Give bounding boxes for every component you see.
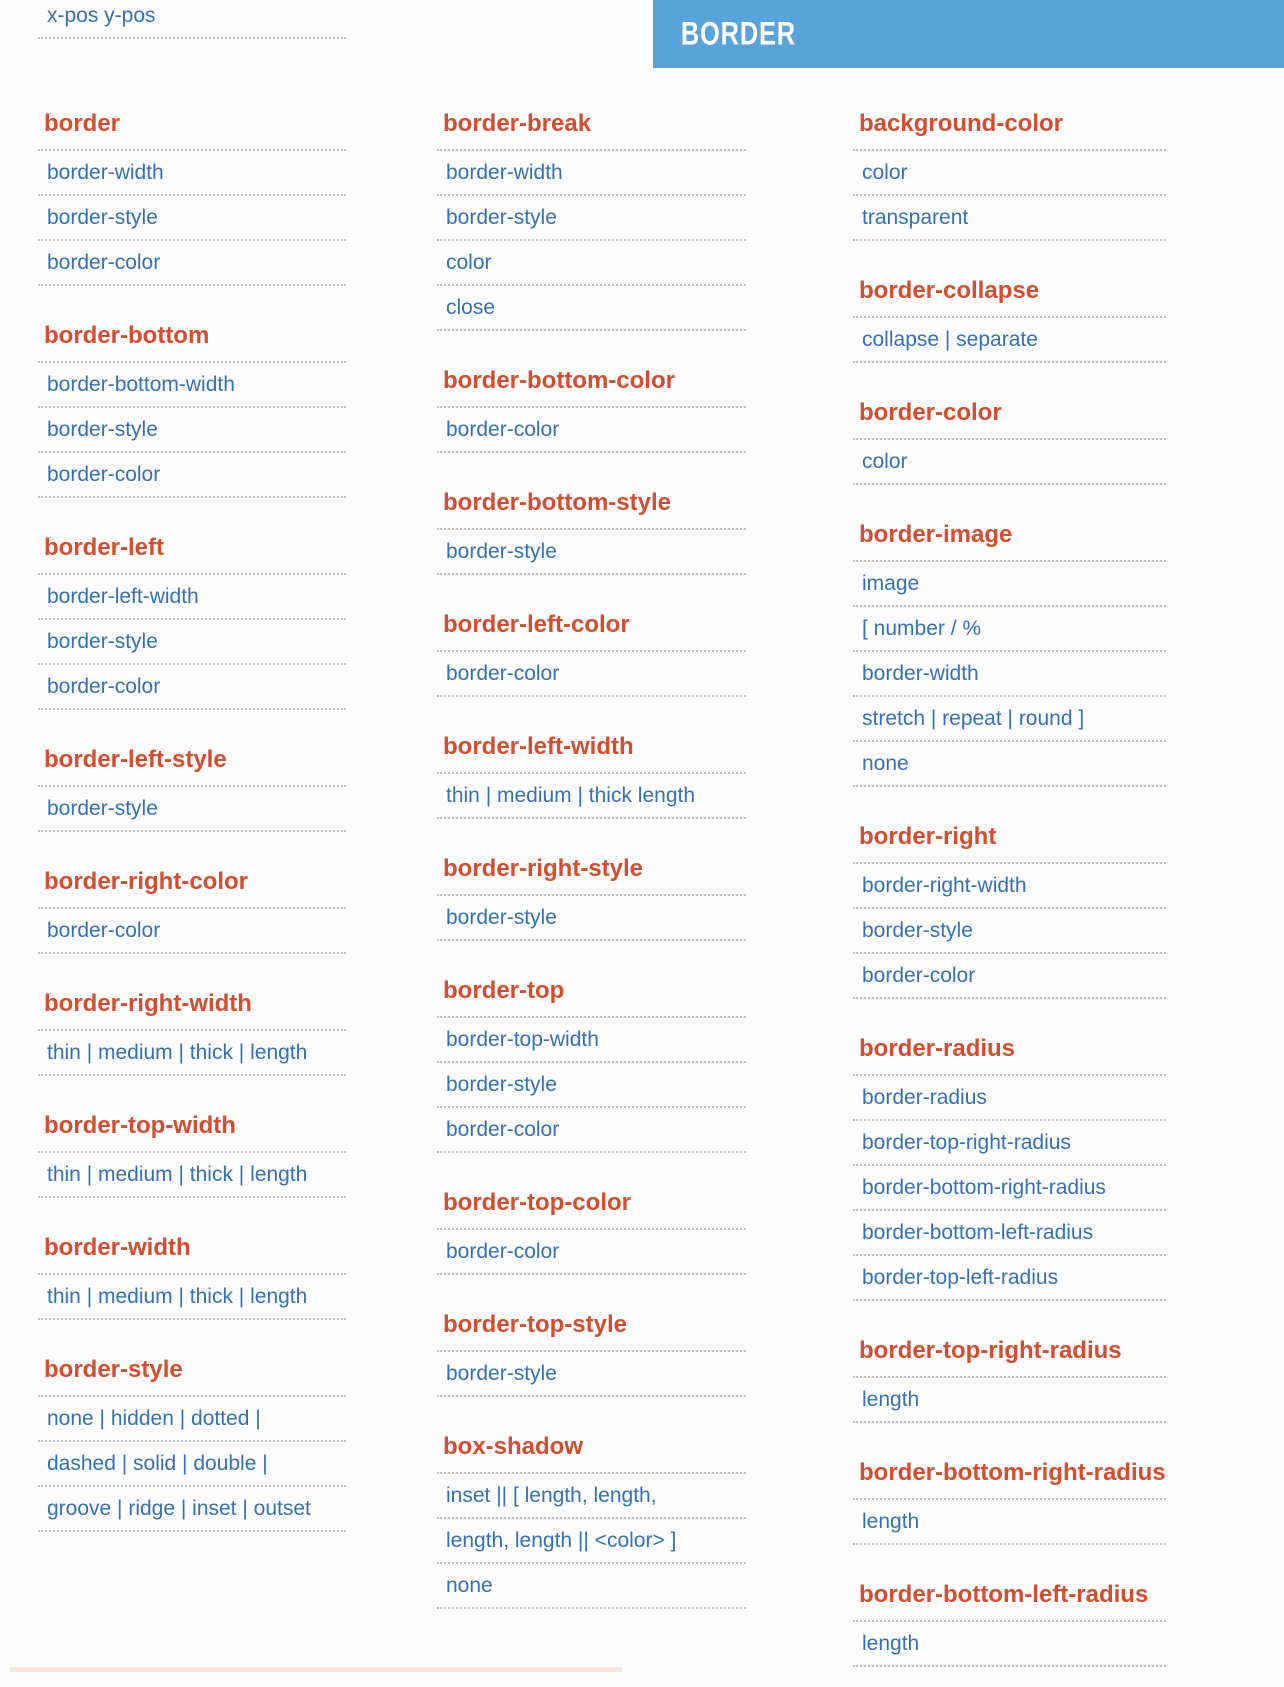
value-list: [38, 1275, 346, 1320]
value-item: thin | medium | thick | length: [38, 1153, 346, 1198]
property-heading: border-style: [44, 1356, 183, 1383]
value-list: [853, 1378, 1166, 1423]
value-item: border-bottom-right-radius: [853, 1166, 1166, 1211]
property-section: [38, 94, 346, 286]
value-item: border-style: [437, 196, 746, 241]
value-item: color: [853, 440, 1166, 485]
cropped-bottom-strip: [10, 1667, 622, 1672]
property-heading: border-collapse: [859, 277, 1040, 304]
value-item: thin | medium | thick | length: [38, 1275, 346, 1320]
property-section: [853, 94, 1166, 241]
value-item: length: [853, 1500, 1166, 1545]
property-heading: border-break: [443, 110, 592, 137]
value-item: collapse | separate: [853, 318, 1166, 363]
value-item: none: [853, 742, 1166, 787]
property-heading: background-color: [859, 110, 1064, 137]
property-heading: box-shadow: [443, 1433, 584, 1460]
value-item: [ number / %: [853, 607, 1166, 652]
property-section: [437, 839, 746, 941]
property-heading: border-right-color: [44, 868, 248, 895]
property-heading: border-bottom-color: [443, 367, 675, 394]
value-item: close: [437, 286, 746, 331]
value-item: transparent: [853, 196, 1166, 241]
value-item: thin | medium | thick length: [437, 774, 746, 819]
property-section: [853, 1565, 1166, 1667]
property-heading: border-image: [859, 521, 1013, 548]
property-section: [437, 595, 746, 697]
property-section: [853, 261, 1166, 363]
property-section: [437, 1417, 746, 1609]
value-item: none | hidden | dotted |: [38, 1397, 346, 1442]
property-section: [853, 383, 1166, 485]
value-item: border-color: [38, 241, 346, 286]
property-section: [437, 1295, 746, 1397]
value-item: border-style: [38, 787, 346, 832]
column-3: [853, 94, 1166, 1687]
property-heading: border-width: [44, 1234, 191, 1261]
property-heading: border-left: [44, 534, 164, 561]
property-section: [853, 505, 1166, 787]
value-list: [38, 1397, 346, 1532]
value-item: border-width: [437, 151, 746, 196]
property-heading: border-left-color: [443, 611, 630, 638]
banner-title: BORDER: [680, 15, 796, 52]
column-1: [38, 94, 346, 1552]
value-list: [437, 774, 746, 819]
value-list: [38, 909, 346, 954]
value-item: border-bottom-left-radius: [853, 1211, 1166, 1256]
value-item: border-top-right-radius: [853, 1121, 1166, 1166]
value-list: [853, 1500, 1166, 1545]
value-item: border-style: [38, 408, 346, 453]
value-item: border-right-width: [853, 864, 1166, 909]
property-heading: border: [44, 110, 121, 137]
cropped-top-fragment: [38, 0, 346, 39]
value-item: border-color: [38, 453, 346, 498]
value-list: [437, 896, 746, 941]
value-list: [38, 363, 346, 498]
value-list: [437, 1230, 746, 1275]
value-list: [853, 562, 1166, 787]
property-heading: border-bottom-left-radius: [859, 1581, 1149, 1608]
value-item: border-style: [437, 896, 746, 941]
value-list: [853, 318, 1166, 363]
property-section: [437, 961, 746, 1153]
value-list: [437, 652, 746, 697]
value-list: [38, 151, 346, 286]
value-item: dashed | solid | double |: [38, 1442, 346, 1487]
property-section: [437, 473, 746, 575]
value-item: border-radius: [853, 1076, 1166, 1121]
value-list: [437, 530, 746, 575]
property-heading: border-top-style: [443, 1311, 628, 1338]
value-list: [437, 151, 746, 331]
column-2: [437, 94, 746, 1629]
property-section: [38, 518, 346, 710]
property-heading: border-top-right-radius: [859, 1337, 1122, 1364]
value-item: border-style: [38, 620, 346, 665]
property-heading: border-left-style: [44, 746, 227, 773]
value-list: [853, 1076, 1166, 1301]
property-section: [437, 717, 746, 819]
value-list: [38, 575, 346, 710]
value-item: groove | ridge | inset | outset: [38, 1487, 346, 1532]
property-section: [38, 1096, 346, 1198]
value-item: border-style: [437, 530, 746, 575]
value-list: [437, 408, 746, 453]
value-item: border-color: [437, 1108, 746, 1153]
value-item: length: [853, 1622, 1166, 1667]
value-item: border-style: [437, 1352, 746, 1397]
value-item: border-width: [38, 151, 346, 196]
property-heading: border-bottom-right-radius: [859, 1459, 1166, 1486]
property-heading: border-color: [859, 399, 1002, 426]
property-section: [38, 852, 346, 954]
value-list: [853, 151, 1166, 241]
property-section: [38, 974, 346, 1076]
value-item: border-width: [853, 652, 1166, 697]
property-section: [38, 306, 346, 498]
value-list: [38, 787, 346, 832]
border-banner: [653, 0, 1284, 68]
value-item: border-color: [38, 665, 346, 710]
value-item: border-color: [38, 909, 346, 954]
property-heading: border-top-width: [44, 1112, 236, 1139]
property-heading: border-bottom: [44, 322, 210, 349]
value-item: border-color: [437, 408, 746, 453]
value-item: border-color: [853, 954, 1166, 999]
value-item: color: [437, 241, 746, 286]
value-item: border-bottom-width: [38, 363, 346, 408]
value-list: [437, 1352, 746, 1397]
value-item: inset || [ length, length,: [437, 1474, 746, 1519]
value-item: thin | medium | thick | length: [38, 1031, 346, 1076]
value-item: length, length || <color> ]: [437, 1519, 746, 1564]
value-item: border-top-left-radius: [853, 1256, 1166, 1301]
property-section: [437, 351, 746, 453]
property-heading: border-right-style: [443, 855, 644, 882]
value-item: border-top-width: [437, 1018, 746, 1063]
property-section: [437, 1173, 746, 1275]
value-item: border-style: [853, 909, 1166, 954]
value-list: [437, 1018, 746, 1153]
value-item: image: [853, 562, 1166, 607]
value-list: [38, 1031, 346, 1076]
value-item: none: [437, 1564, 746, 1609]
value-item: stretch | repeat | round ]: [853, 697, 1166, 742]
value-list: [853, 864, 1166, 999]
value-item: length: [853, 1378, 1166, 1423]
property-section: [853, 807, 1166, 999]
property-heading: border-radius: [859, 1035, 1016, 1062]
value-list: [38, 1153, 346, 1198]
value-item: border-color: [437, 652, 746, 697]
value-list: [853, 1622, 1166, 1667]
value-list: [853, 440, 1166, 485]
property-heading: border-top-color: [443, 1189, 631, 1216]
fragment-label: x-pos y-pos: [47, 4, 156, 27]
property-section: [38, 1340, 346, 1532]
dotted-divider: [38, 37, 346, 39]
property-section: [38, 730, 346, 832]
value-item: border-color: [437, 1230, 746, 1275]
property-heading: border-top: [443, 977, 565, 1004]
property-section: [38, 1218, 346, 1320]
property-section: [853, 1443, 1166, 1545]
property-heading: border-left-width: [443, 733, 634, 760]
value-item: border-style: [38, 196, 346, 241]
property-section: [437, 94, 746, 331]
property-heading: border-right-width: [44, 990, 252, 1017]
value-list: [437, 1474, 746, 1609]
value-item: border-left-width: [38, 575, 346, 620]
property-heading: border-bottom-style: [443, 489, 671, 516]
value-item: color: [853, 151, 1166, 196]
property-section: [853, 1019, 1166, 1301]
property-heading: border-right: [859, 823, 997, 850]
value-item: border-style: [437, 1063, 746, 1108]
property-section: [853, 1321, 1166, 1423]
